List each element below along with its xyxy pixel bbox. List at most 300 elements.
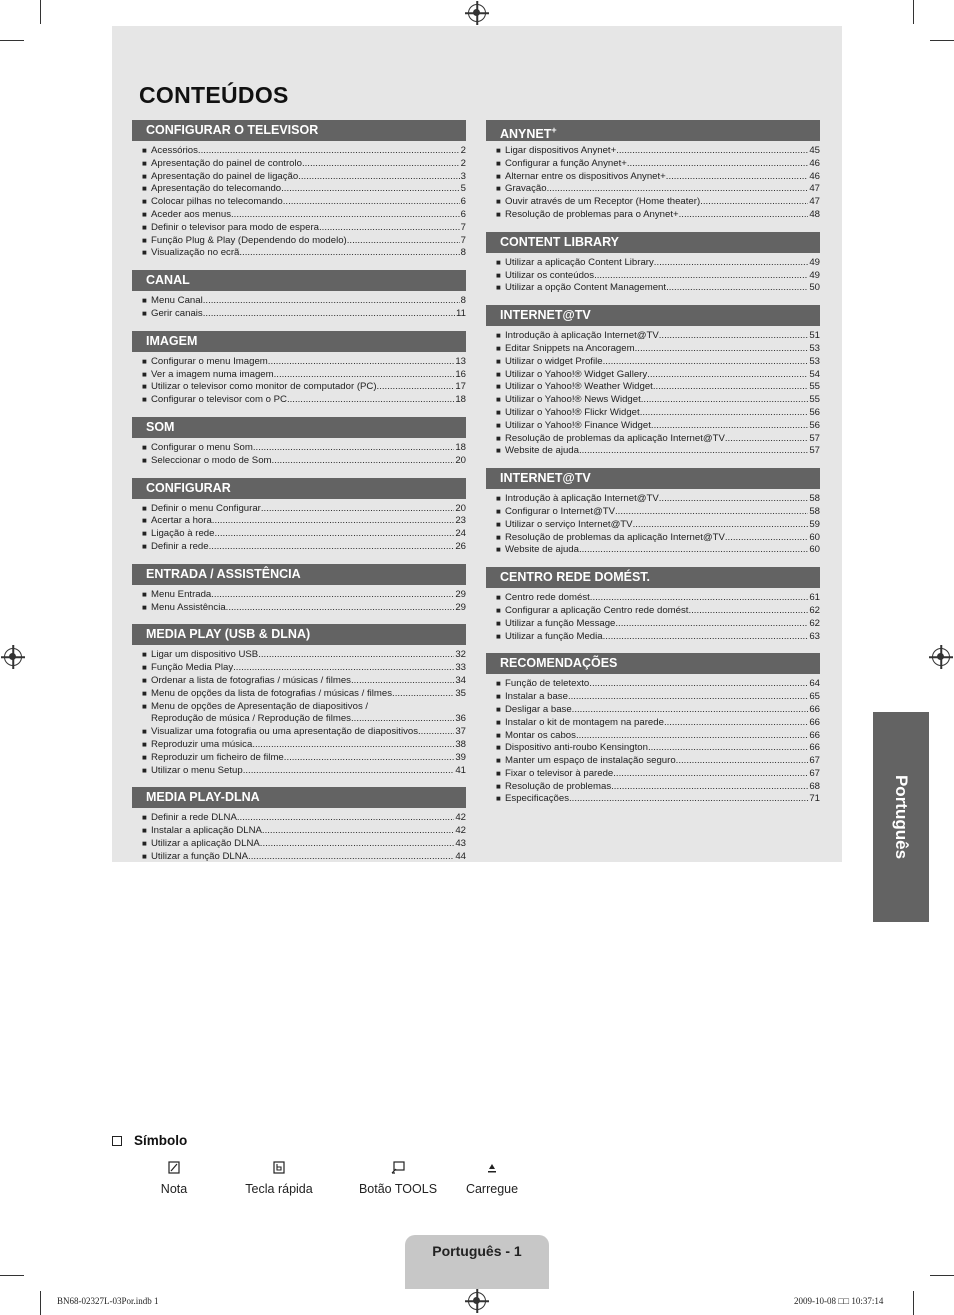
toc-entry-text: Introdução à aplicação Internet@TV <box>505 330 659 342</box>
square-bullet-icon: ■ <box>496 768 501 778</box>
toc-entry-text: Utilizar o televisor como monitor de computador (PC) <box>151 381 377 393</box>
symbol-heading <box>112 1133 187 1148</box>
toc-entry[interactable] <box>142 369 466 382</box>
toc-entry-text: Dispositivo anti-roubo Kensington <box>505 742 648 754</box>
dot-leader <box>287 394 454 407</box>
toc-entry-text: Utilizar a função Message <box>505 617 616 629</box>
square-bullet-icon: ■ <box>142 171 147 181</box>
toc-page-number: 66 <box>809 716 820 728</box>
dot-leader <box>653 381 808 394</box>
symbol-label: Tecla rápida <box>245 1182 313 1196</box>
toc-entry-text: Editar Snippets na Ancoragem <box>505 342 635 354</box>
toc-entry-text: Utilizar a função Media <box>505 630 603 642</box>
dot-leader <box>258 649 454 662</box>
toc-entry[interactable] <box>142 851 466 864</box>
toc-entry[interactable] <box>142 455 466 468</box>
dot-leader <box>226 602 455 615</box>
toc-entry-text: Fixar o televisor à parede <box>505 767 614 779</box>
dot-leader <box>627 158 808 171</box>
symbol-note <box>150 1161 198 1196</box>
registration-mark-icon <box>468 4 486 22</box>
note-icon <box>168 1161 180 1174</box>
toc-entry-text: Utilizar o Yahoo!® Widget Gallery <box>505 368 648 380</box>
dot-leader <box>283 196 460 209</box>
toc-page-number: 8 <box>460 247 466 259</box>
square-bullet-icon: ■ <box>496 593 501 603</box>
toc-entry-text: Utilizar o Yahoo!® Flickr Widget <box>505 406 640 418</box>
dot-leader <box>666 282 808 295</box>
square-bullet-icon: ■ <box>496 197 501 207</box>
dot-leader <box>392 688 454 701</box>
toc-page-number: 57 <box>809 445 820 457</box>
dot-leader <box>351 675 454 688</box>
square-bullet-icon: ■ <box>142 296 147 306</box>
dot-leader <box>589 678 808 691</box>
toc-entry-text: Definir a rede DLNA <box>151 812 237 824</box>
dot-leader <box>615 618 808 631</box>
square-bullet-icon: ■ <box>142 838 147 848</box>
toc-entry[interactable] <box>496 394 820 407</box>
toc-entry-text: Colocar pilhas no telecomando <box>151 196 283 208</box>
toc-entry-text: Menu de opções da lista de fotografias / músicas / filmes <box>151 687 393 699</box>
toc-entry[interactable] <box>142 196 466 209</box>
dot-leader <box>592 592 808 605</box>
toc-entry[interactable] <box>496 445 820 458</box>
toc-entry[interactable] <box>496 209 820 222</box>
dot-leader <box>547 183 809 196</box>
section-heading: CENTRO REDE DOMÉST. <box>486 567 820 588</box>
toc-entry[interactable] <box>142 675 466 688</box>
toc-section <box>486 232 820 295</box>
square-bullet-icon: ■ <box>496 331 501 341</box>
toc-entry-text: Reproduzir um ficheiro de filme <box>151 751 284 763</box>
square-bullet-icon: ■ <box>142 222 147 232</box>
toc-page-number: 11 <box>456 307 466 319</box>
toc-page-number: 58 <box>809 493 820 505</box>
toc-page-number: 33 <box>455 662 466 674</box>
square-bullet-icon: ■ <box>496 356 501 366</box>
toc-entry[interactable] <box>142 541 466 554</box>
crop-mark <box>40 1291 41 1315</box>
toc-entry[interactable] <box>496 506 820 519</box>
square-bullet-icon: ■ <box>142 158 147 168</box>
toc-entry-text: Utilizar a função DLNA <box>151 850 249 862</box>
dot-leader <box>691 605 808 618</box>
toc-entry[interactable] <box>142 209 466 222</box>
dot-leader <box>635 343 809 356</box>
language-tab-label: Português <box>892 774 911 860</box>
symbol-label: Nota <box>160 1182 188 1196</box>
toc-entry[interactable] <box>496 605 820 618</box>
toc-entry-text: Gravação <box>505 183 547 195</box>
toc-entry[interactable] <box>496 631 820 644</box>
toc-entry[interactable] <box>142 825 466 838</box>
dot-leader <box>272 455 455 468</box>
toc-entry[interactable] <box>142 158 466 171</box>
toc-left-column <box>132 120 466 873</box>
tools-button-icon <box>391 1161 405 1174</box>
toc-entry[interactable] <box>496 270 820 283</box>
crop-mark <box>0 40 24 41</box>
dot-leader <box>611 781 808 794</box>
toc-entry-text: Visualização no ecrã <box>151 247 240 259</box>
square-bullet-icon: ■ <box>142 455 147 465</box>
toc-page-number: 16 <box>455 368 466 380</box>
dot-leader <box>647 369 808 382</box>
toc-entry[interactable] <box>496 158 820 171</box>
toc-entry[interactable] <box>142 528 466 541</box>
square-bullet-icon: ■ <box>142 529 147 539</box>
toc-entry[interactable] <box>142 356 466 369</box>
toc-entry-text: Configurar o menu Som <box>151 441 253 453</box>
toc-entry-text: Montar os cabos <box>505 729 576 741</box>
toc-entry[interactable] <box>496 532 820 545</box>
dot-leader <box>239 247 459 260</box>
toc-page-number: 47 <box>809 183 820 195</box>
toc-entry-text: Gerir canais <box>151 307 203 319</box>
square-bullet-icon: ■ <box>496 781 501 791</box>
toc-entry-text: Ouvir através de um Receptor (Home theater) <box>505 196 701 208</box>
square-bullet-icon: ■ <box>142 516 147 526</box>
language-tab <box>873 712 929 922</box>
toc-entry[interactable] <box>142 515 466 528</box>
dot-leader <box>284 752 455 765</box>
toc-entry[interactable] <box>142 662 466 675</box>
toc-entry[interactable] <box>496 171 820 184</box>
square-bullet-icon: ■ <box>142 602 147 612</box>
toc-page-number: 17 <box>455 381 466 393</box>
toc-entry[interactable] <box>496 381 820 394</box>
toc-page-number: 56 <box>809 406 820 418</box>
toc-entry-text: Utilizar o serviço Internet@TV <box>505 518 633 530</box>
toc-page-number: 47 <box>809 196 820 208</box>
dot-leader <box>700 196 808 209</box>
dot-leader <box>214 528 454 541</box>
square-bullet-icon: ■ <box>142 209 147 219</box>
toc-page-number: 36 <box>455 713 466 725</box>
toc-entry-text: Função Plug & Play (Dependendo do modelo) <box>151 234 347 246</box>
section-heading: MEDIA PLAY (USB & DLNA) <box>132 624 466 645</box>
dot-leader <box>725 433 808 446</box>
square-bullet-icon: ■ <box>142 146 147 155</box>
toc-page-number: 67 <box>809 767 820 779</box>
toc-page-number: 48 <box>809 208 820 220</box>
toc-entry[interactable] <box>496 742 820 755</box>
toc-page-number: 42 <box>455 812 466 824</box>
square-bullet-icon: ■ <box>142 541 147 551</box>
toc-entry[interactable] <box>142 688 466 701</box>
toc-entry[interactable] <box>496 618 820 631</box>
section-heading: IMAGEM <box>132 331 466 352</box>
toc-entry-text: Ligação à rede <box>151 528 215 540</box>
toc-page-number: 44 <box>455 850 466 862</box>
toc-page-number: 29 <box>455 601 466 613</box>
toc-entry[interactable] <box>496 781 820 794</box>
crop-mark <box>930 1275 954 1276</box>
toc-entry-text: Utilizar os conteúdos <box>505 269 595 281</box>
square-bullet-icon: ■ <box>496 420 501 430</box>
dot-leader <box>659 330 809 343</box>
crop-mark <box>913 0 914 24</box>
toc-page-number: 53 <box>809 355 820 367</box>
toc-page-number: 5 <box>460 183 466 195</box>
square-bullet-icon: ■ <box>142 727 147 737</box>
toc-entry-text: Configurar o menu Imagem <box>151 355 268 367</box>
dot-leader <box>640 407 809 420</box>
toc-entry-text: Visualizar uma fotografia ou uma apresentação de diapositivos <box>151 726 419 738</box>
toc-entry[interactable] <box>496 356 820 369</box>
toc-section <box>486 567 820 643</box>
toc-entry[interactable] <box>142 442 466 455</box>
dot-leader <box>579 544 808 557</box>
section-heading: CONFIGURAR <box>132 478 466 499</box>
toc-entry-text: Apresentação do painel de ligação <box>151 170 299 182</box>
toc-page-number: 20 <box>455 454 466 466</box>
toc-page-number: 38 <box>455 738 466 750</box>
toc-section <box>486 305 820 458</box>
toc-entry-text: Utilizar o Yahoo!® News Widget <box>505 394 641 406</box>
square-bullet-icon: ■ <box>142 382 147 392</box>
square-bullet-icon: ■ <box>496 692 501 702</box>
toc-entry[interactable] <box>496 196 820 209</box>
square-bullet-icon: ■ <box>142 589 147 599</box>
toc-page-number: 39 <box>455 751 466 763</box>
toc-page-number: 32 <box>455 649 466 661</box>
square-bullet-icon: ■ <box>496 407 501 417</box>
toc-entry-text: Alternar entre os dispositivos Anynet+ <box>505 170 666 182</box>
toc-entry[interactable] <box>142 838 466 851</box>
toc-entry-text: Instalar a base <box>505 691 568 703</box>
toc-page-number: 65 <box>809 691 820 703</box>
square-bullet-icon: ■ <box>496 171 501 181</box>
press-icon <box>487 1161 497 1174</box>
crop-mark <box>930 40 954 41</box>
toc-entry-text: Seleccionar o modo de Som <box>151 454 272 466</box>
toc-entry[interactable] <box>496 330 820 343</box>
toc-entry[interactable] <box>142 295 466 308</box>
toc-page-number: 53 <box>809 342 820 354</box>
toc-section <box>486 120 820 222</box>
square-bullet-icon: ■ <box>142 184 147 194</box>
section-heading: MEDIA PLAY-DLNA <box>132 787 466 808</box>
dot-leader <box>613 768 808 781</box>
square-bullet-icon: ■ <box>142 675 147 685</box>
toc-entry[interactable] <box>142 222 466 235</box>
square-bullet-icon: ■ <box>496 519 501 529</box>
toc-entry-text: Utilizar a aplicação Content Library <box>505 256 654 268</box>
symbol-label: Carregue <box>465 1182 519 1196</box>
toc-page-number: 66 <box>809 703 820 715</box>
square-bullet-icon: ■ <box>496 494 501 504</box>
square-bullet-icon: ■ <box>496 756 501 766</box>
toc-entry[interactable] <box>142 381 466 394</box>
toc-entry[interactable] <box>142 394 466 407</box>
dot-leader <box>679 209 809 222</box>
dot-leader <box>576 730 808 743</box>
toc-entry-text: Configurar o televisor com o PC <box>151 394 287 406</box>
toc-entry[interactable] <box>496 145 820 158</box>
dot-leader <box>603 356 809 369</box>
square-bullet-icon: ■ <box>496 158 501 168</box>
toc-entry-text: Especificações <box>505 793 569 805</box>
square-bullet-icon: ■ <box>496 369 501 379</box>
toc-page-number: 6 <box>460 196 466 208</box>
toc-page-number: 60 <box>809 531 820 543</box>
toc-section <box>132 787 466 863</box>
dot-leader <box>572 704 809 717</box>
dot-leader <box>212 515 455 528</box>
registration-mark-icon <box>468 1292 486 1310</box>
toc-page-number: 66 <box>809 742 820 754</box>
square-bullet-icon: ■ <box>496 395 501 405</box>
toc-entry[interactable] <box>496 768 820 781</box>
toc-entry[interactable] <box>142 701 466 714</box>
square-bullet-icon: ■ <box>496 532 501 542</box>
square-bullet-icon: ■ <box>496 618 501 628</box>
dot-leader <box>211 589 454 602</box>
toc-page-number: 61 <box>809 592 820 604</box>
toc-entry[interactable] <box>496 678 820 691</box>
toc-entry[interactable] <box>142 145 466 158</box>
toc-entry[interactable] <box>142 752 466 765</box>
section-heading: CANAL <box>132 270 466 291</box>
toc-entry[interactable] <box>496 282 820 295</box>
toc-entry[interactable] <box>496 433 820 446</box>
toc-entry[interactable] <box>496 717 820 730</box>
toc-section <box>132 270 466 321</box>
square-bullet-icon: ■ <box>142 395 147 405</box>
toc-entry[interactable] <box>496 343 820 356</box>
square-bullet-icon: ■ <box>142 308 147 318</box>
dot-leader <box>262 825 454 838</box>
toc-entry[interactable] <box>496 544 820 557</box>
imprint-file: BN68-02327L-03Por.indb 1 <box>57 1296 159 1306</box>
toc-page-number: 49 <box>809 256 820 268</box>
toc-entry[interactable] <box>142 649 466 662</box>
toc-entry-text: Definir o menu Configurar <box>151 502 261 514</box>
dot-leader <box>252 739 454 752</box>
toc-entry-text: Utilizar o menu Setup <box>151 764 243 776</box>
dot-leader <box>198 145 460 158</box>
dot-leader <box>253 442 454 455</box>
toc-entry[interactable] <box>496 407 820 420</box>
toc-entry[interactable] <box>496 257 820 270</box>
toc-entry-text: Utilizar a aplicação DLNA <box>151 837 260 849</box>
square-bullet-icon: ■ <box>142 851 147 861</box>
symbol-label: Botão TOOLS <box>358 1182 438 1196</box>
toc-entry[interactable] <box>142 183 466 196</box>
toc-entry-text: Apresentação do painel de controlo <box>151 157 302 169</box>
toc-entry-text: Configurar o Internet@TV <box>505 505 615 517</box>
toc-entry[interactable] <box>142 602 466 615</box>
toc-page-number: 68 <box>809 780 820 792</box>
toc-entry[interactable] <box>142 713 466 726</box>
crop-mark <box>0 1275 24 1276</box>
toc-entry[interactable] <box>496 369 820 382</box>
toc-page-number: 67 <box>809 755 820 767</box>
square-bullet-icon: ■ <box>142 826 147 836</box>
toc-entry-text: Função Media Play <box>151 662 234 674</box>
toc-page-number: 13 <box>455 355 466 367</box>
toc-page-number: 55 <box>809 381 820 393</box>
square-bullet-icon: ■ <box>142 663 147 673</box>
toc-entry[interactable] <box>496 691 820 704</box>
toc-entry[interactable] <box>496 519 820 532</box>
toc-entry[interactable] <box>142 739 466 752</box>
toc-entry[interactable] <box>142 235 466 248</box>
square-bullet-icon: ■ <box>496 743 501 753</box>
dot-leader <box>203 295 460 308</box>
section-heading: INTERNET@TV <box>486 468 820 489</box>
toc-entry[interactable] <box>496 793 820 806</box>
toc-entry-text: Menu Canal <box>151 295 203 307</box>
square-bullet-icon: ■ <box>142 248 147 258</box>
toc-entry-text: Aceder aos menus <box>151 208 231 220</box>
square-bullet-icon: ■ <box>142 688 147 698</box>
square-bullet-icon: ■ <box>496 146 501 155</box>
square-bullet-icon: ■ <box>142 765 147 775</box>
toc-page-number: 37 <box>455 726 466 738</box>
toc-entry-text: Utilizar o Yahoo!® Finance Widget <box>505 419 651 431</box>
toc-page-number: 24 <box>455 528 466 540</box>
toc-section <box>132 478 466 554</box>
toc-entry[interactable] <box>142 726 466 739</box>
toc-entry[interactable] <box>142 589 466 602</box>
toc-page-number: 54 <box>809 368 820 380</box>
toc-entry-text: Ligar um dispositivo USB <box>151 649 259 661</box>
toc-entry[interactable] <box>142 765 466 778</box>
toc-entry[interactable] <box>142 503 466 516</box>
toc-entry-text: Desligar a base <box>505 703 572 715</box>
square-bullet-icon: ■ <box>142 442 147 452</box>
dot-leader <box>579 445 808 458</box>
toc-entry[interactable] <box>496 592 820 605</box>
square-bullet-icon: ■ <box>496 794 501 804</box>
toc-entry[interactable] <box>496 755 820 768</box>
toc-entry-text: Instalar o kit de montagem na parede <box>505 716 664 728</box>
toc-entry-text: Resolução de problemas <box>505 780 612 792</box>
toc-page-number: 57 <box>809 432 820 444</box>
toc-entry[interactable] <box>496 493 820 506</box>
section-heading: INTERNET@TV <box>486 305 820 326</box>
toc-page-number: 23 <box>455 515 466 527</box>
registration-mark-icon <box>932 648 950 666</box>
dot-leader <box>664 717 808 730</box>
square-bullet-icon: ■ <box>496 257 501 267</box>
toc-entry[interactable] <box>496 420 820 433</box>
toc-entry[interactable] <box>142 812 466 825</box>
registration-mark-icon <box>4 648 22 666</box>
toc-page-number: 63 <box>809 630 820 642</box>
toc-page-number: 62 <box>809 604 820 616</box>
dot-leader <box>237 812 454 825</box>
toc-page-number: 2 <box>460 145 466 156</box>
toc-page-number: 2 <box>460 157 466 169</box>
toc-entry-text: Apresentação do telecomando <box>151 183 282 195</box>
toc-entry-text: Ver a imagem numa imagem <box>151 368 274 380</box>
toc-entry[interactable] <box>142 247 466 260</box>
dot-leader <box>233 662 454 675</box>
toc-entry[interactable] <box>142 171 466 184</box>
square-bullet-icon: ■ <box>496 605 501 615</box>
dot-leader <box>203 308 455 321</box>
toc-entry[interactable] <box>496 183 820 196</box>
toc-entry-text: Função de teletexto <box>505 678 590 690</box>
toc-entry[interactable] <box>142 308 466 321</box>
toc-entry[interactable] <box>496 704 820 717</box>
dot-leader <box>351 713 454 726</box>
toc-entry[interactable] <box>496 730 820 743</box>
